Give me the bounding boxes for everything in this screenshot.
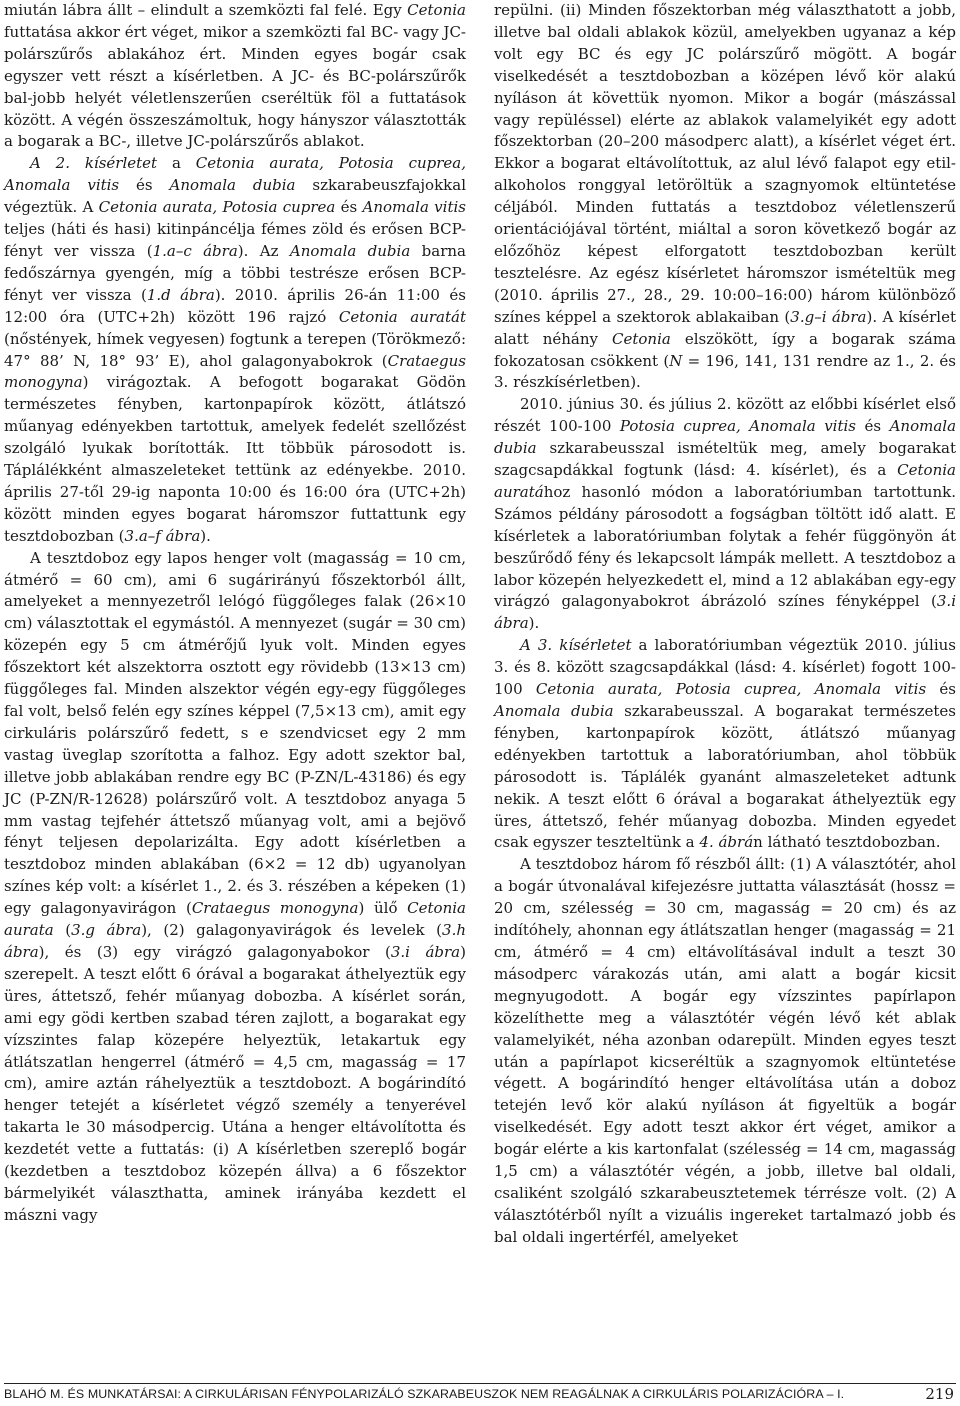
running-title: BLAHÓ M. ÉS MUNKATÁRSAI: A CIRKULÁRISAN FÉNYPOLARIZÁLÓ SZKARABEUSZOK NEM REAGÁLNAK A CIRKULÁRIS POLARIZÁCIÓRA – I. (4, 1387, 845, 1401)
left-column (4, 0, 466, 1227)
paragraph: A 3. kísérletet a laboratóriumban végeztük 2010. július 3. és 8. között szagcsapdákkal (lásd: 4. kísérlet) fogott 100-100 Cetonia aurata, Potosia cuprea, Anomala vitis és Anomala dubia szkarabeusszal. A bogarakat természetes fényben, kartonpapírok között, átlátszó műanyag edényekben tartottuk a laboratóriumban, ahol többük párosodott is. Táplálék gyanánt almaszeleteket adtunk nekik. A teszt előtt 6 órával a bogarakat áthelyeztük egy üres, áttetsző, fehér műanyag dobozba. Minden egyedet csak egyszer teszteltünk a 4. ábrán látható tesztdobozban. (494, 636, 956, 852)
paragraph: A tesztdoboz egy lapos henger volt (magasság = 10 cm, átmérő = 60 cm), ami 6 sugárirányú főszektorból állt, amelyeket a mennyezetről lelógó függőleges falak (26×10 cm) választottak el egymástól. A mennyezet (sugár = 30 cm) közepén egy 5 cm átmérőjű lyuk volt. Minden egyes főszektort két alszektorra osztott egy rövidebb (13×13 cm) függőleges fal. Minden alszektor végén egy-egy függőleges fal volt, belső felén egy színes képpel (7,5×13 cm), amit egy cirkuláris polárszűrő fedett, s e szendvicset egy 2 mm vastag üveglap szorította a falhoz. Egy adott szektor bal, illetve jobb ablakában rendre egy BC (P-ZN/L-43186) és egy JC (P-ZN/R-12628) polárszűrő volt. A tesztdoboz anyaga 5 mm vastag tejfehér áttetsző műanyag volt, ami a bejövő fényt teljesen depolarizálta. Egy adott kísérletben a tesztdoboz minden ablakában (6×2 = 12 db) ugyanolyan színes kép volt: a kísérlet 1., 2. és 3. részében a képeken (1) egy galagonyavirágon (Crataegus monogyna) ülő Cetonia aurata (3.g ábra), (2) galagonyavirágok és levelek (3.h ábra), és (3) egy virágzó galagonyabokor (3.i ábra) szerepelt. A teszt előtt 6 órával a bogarakat áthelyeztük egy üres, áttetsző, fehér műanyag dobozba. A kísérlet során, ami egy gödi kertben szabad téren zajlott, a bogarakat egy vízszintes falap közepére helyeztük, letakartuk egy átlátszatlan hengerrel (átmérő = 4,5 cm, magasság = 17 cm), amire aztán ráhelyeztük a tesztdobozt. A bogárindító henger tetejét a kísérletet végző személy a tenyerével takarta le 30 másodpercig. Utána a henger eltávolította és kezdetét vette a futtatás: (i) A kísérletben szereplő bogár (kezdetben a tesztdoboz közepén állva) a 6 főszektor bármelyikét választhatta, aminek irányába kezdett el mászni vagy (4, 548, 467, 1224)
page-number: 219 (925, 1385, 954, 1403)
paragraph: 2010. június 30. és július 2. között az előbbi kísérlet első részét 100-100 Potosia cuprea, Anomala vitis és Anomala dubia szkarabeusszal ismételtük meg, amely bogarakat szagcsapdákkal fogtunk (lásd: 4. kísérlet), és a Cetonia auratához hasonló módon a laboratóriumban tartottunk. Számos példány párosodott a fogságban töltött idő alatt. E kísérletek a laboratóriumban folytak a fehér függönyön át beszűrődő fény és lekapcsolt lámpák mellett. A tesztdoboz a labor közepén helyezkedett el, mind a 12 ablakában egy-egy virágzó galagonyabokrot ábrázoló színes fényképpel (3.i ábra). (494, 395, 957, 633)
paragraph: repülni. (ii) Minden főszektorban még választhatott a jobb, illetve bal oldali ablakok közül, amelyekben ugyanaz a kép volt egy BC és egy JC polárszűrő mögött. A bogár viselkedését a tesztdobozban a középen lévő kör alakú nyíláson át követtük nyomon. Mikor a bogár (mászással vagy repüléssel) elérte az ablakok valamelyikét egy adott főszektorban (20–200 másodperc alatt), a kísérlet véget ért. Ekkor a bogarat eltávolítottuk, az alul lévő falapot egy etil-alkoholos ronggyal letöröltük a szagnyomok eltüntetése céljából. Minden futtatás a tesztdoboz véletlenszerű orientációjával történt, miáltal a soron következő bogár az előzőhöz képest elforgatott tesztdobozban került tesztelésre. Az egész kísérletet háromszor ismételtük meg (2010. április 27., 28., 29. 10:00–16:00) három különböző színes képpel a szektorok ablakaiban (3.g–i ábra). A kísérlet alatt néhány Cetonia elszökött, így a bogarak száma fokozatosan csökkent (N = 196, 141, 131 rendre az 1., 2. és 3. részkísérletben). (494, 1, 957, 392)
paragraph: miután lábra állt – elindult a szemközti fal felé. Egy Cetonia futtatása akkor ért véget, mikor a szemközti fal BC- vagy JC-polárszűrős ablakához ért. Minden egyes bogár csak egyszer vett részt a kísérletben. A JC- és BC-polárszűrők bal-jobb helyét véletlenszerűen cseréltük föl a futtatások között. A végén összeszámoltuk, hogy hányszor választották a bogarak a BC-, illetve JC-polárszűrős ablakot. (4, 1, 466, 151)
paragraph: A tesztdoboz három fő részből állt: (1) A választótér, ahol a bogár útvonalával kifejezésre juttatta választását (hossz = 20 cm, szélesség = 30 cm, magasság = 20 cm) és az indítóhely, ahonnan egy átlátszatlan henger (magasság = 21 cm, átmérő = 4 cm) eltávolításával indult a teszt 30 másodperc várakozás után, ami alatt a bogár kicsit megnyugodott. A bogár egy vízszintes papírlapon közelíthette meg a választótér végén lévő két ablak valamelyikét, néha azonban odarepült. Minden egyes teszt után a papírlapot kicseréltük a szagnyomok eltüntetése végett. A bogárindító henger eltávolítása után a doboz tetején levő kör alakú nyíláson át figyeltük a bogár viselkedését. Egy adott teszt akkor ért véget, amikor a bogár elérte a kis kartonfalat (szélesség = 14 cm, magasság 1,5 cm) a választótér végén, a jobb, illetve bal oldali, csaliként szolgáló szkarabeusztetemek térrésze volt. (2) A választótérből nyílt a vizuális ingereket tartalmazó jobb és bal oldali ingertérfél, amelyeket (494, 855, 956, 1246)
paragraph: A 2. kísérletet a Cetonia aurata, Potosia cuprea, Anomala vitis és Anomala dubia szkarabeuszfajokkal végeztük. A Cetonia aurata, Potosia cuprea és Anomala vitis teljes (háti és hasi) kitinpáncélja fémes zöld és erősen BCP-fényt ver vissza (1.a–c ábra). Az Anomala dubia barna fedőszárnya gyengén, míg a többi testrésze erősen BCP-fényt ver vissza (1.d ábra). 2010. április 26-án 11:00 és 12:00 óra (UTC+2h) között 196 rajzó Cetonia auratát (nőstények, hímek vegyesen) fogtunk a terepen (Törökmező: 47° 88’ N, 18° 93’ E), ahol galagonyabokrok (Crataegus monogyna) virágoztak. A befogott bogarakat Gödön természetes fényben, kartonpapírok között, átlátszó műanyag edényekben tartottuk, amelyek fedelét szellőzést szolgáló lyukak borították. Itt többük párosodott is. Táplálékként almaszeleteket tettünk az edényekbe. 2010. április 27-től 29-ig naponta 10:00 és 16:00 óra (UTC+2h) között minden egyes bogarat háromszor futtattunk egy tesztdobozban (3.a–f ábra). (4, 154, 467, 545)
right-column (494, 0, 956, 1249)
page-footer (4, 1383, 956, 1406)
